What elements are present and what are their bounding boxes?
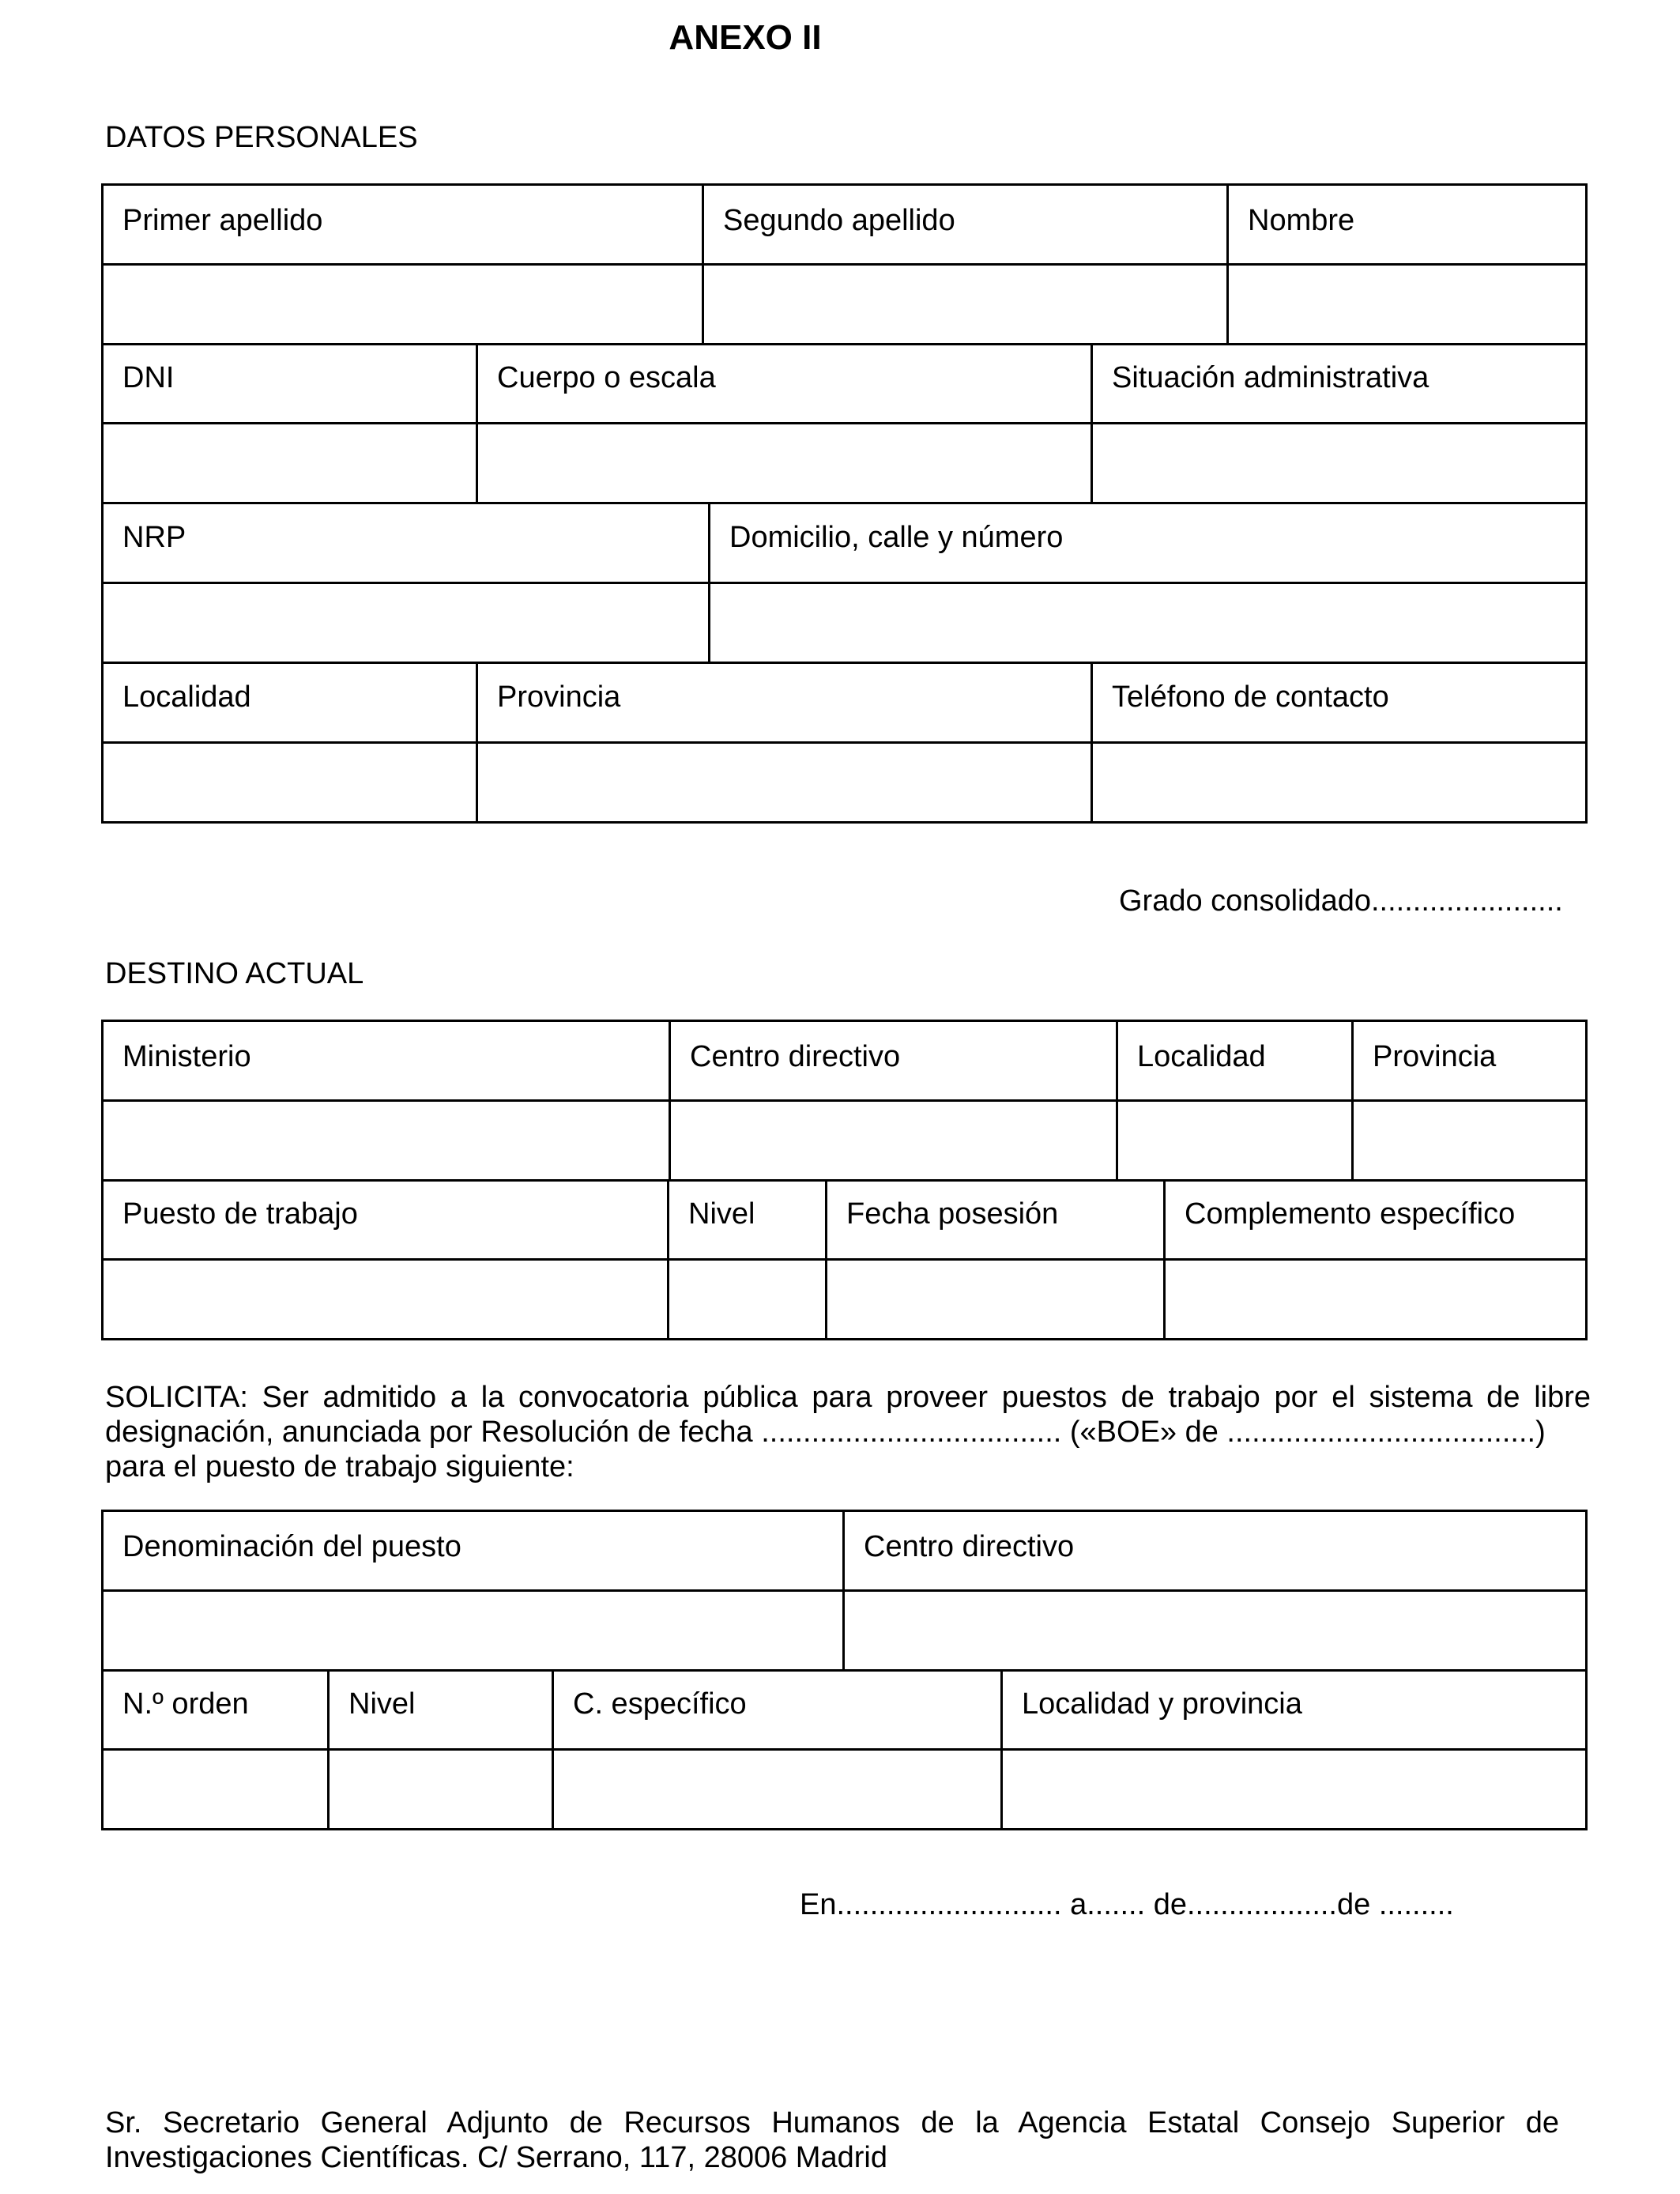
situacion-administrativa-cell [1092,423,1587,503]
nombre-input[interactable] [1229,266,1585,341]
field-label-situacion-administrativa: Situación administrativa [1092,343,1587,423]
solicita-paragraph [105,1380,1591,1484]
destinatario-line-1: Sr. Secretario General Adjunto de Recursos Humanos de la Agencia Estatal Consejo Superior de [105,2106,1559,2139]
field-label-puesto-nivel: Nivel [329,1669,553,1749]
c-especifico-input[interactable] [554,1751,1000,1826]
field-label-c-especifico: C. específico [553,1669,1002,1749]
nrp-cell [103,582,710,662]
segundo-apellido-input[interactable] [704,266,1226,341]
puesto-de-trabajo-input[interactable] [104,1261,667,1336]
field-label-provincia: Provincia [477,662,1092,742]
field-label-destino-provincia: Provincia [1353,1021,1587,1101]
solicita-line-2: designación, anunciada por Resolución de fecha .................................... («BOE» de .....................................) [105,1416,1546,1449]
field-label-puesto-de-trabajo: Puesto de trabajo [103,1179,669,1259]
complemento-especifico-input[interactable] [1166,1261,1585,1336]
cuerpo-o-escala-cell [477,423,1092,503]
field-label-destino-localidad: Localidad [1117,1021,1353,1101]
destinatario-line-2: Investigaciones Científicas. C/ Serrano, 117, 28006 Madrid [105,2141,887,2174]
primer-apellido-input[interactable] [104,266,702,341]
field-label-nombre: Nombre [1228,185,1587,265]
field-label-localidad-y-provincia: Localidad y provincia [1002,1669,1587,1749]
numero-orden-input[interactable] [104,1751,327,1826]
field-label-nrp: NRP [103,503,710,582]
centro-directivo-input[interactable] [671,1102,1116,1177]
puesto-centro-directivo-input[interactable] [845,1592,1585,1667]
fecha-posesion-cell [827,1259,1165,1339]
denominacion-del-puesto-input[interactable] [104,1592,842,1667]
provincia-cell [477,742,1092,822]
puesto-centro-directivo-cell [844,1591,1587,1671]
dni-input[interactable] [104,424,476,499]
localidad-cell [103,742,477,822]
localidad-y-provincia-input[interactable] [1003,1751,1585,1826]
field-label-denominacion-del-puesto: Denominación del puesto [103,1511,844,1591]
destino-localidad-input[interactable] [1118,1102,1351,1177]
ministerio-input[interactable] [104,1102,669,1177]
puesto-nivel-cell [329,1749,553,1829]
field-label-complemento-especifico: Complemento específico [1165,1179,1587,1259]
puesto-solicitado-table-row2 [101,1669,1588,1830]
denominacion-del-puesto-cell [103,1591,844,1671]
ministerio-cell [103,1101,670,1181]
destinatario-address [105,2105,1559,2175]
destino-actual-table-row1 [101,1020,1588,1182]
nombre-cell [1228,265,1587,345]
grado-consolidado: Grado consolidado....................... [1119,884,1563,918]
provincia-input[interactable] [478,744,1090,819]
destino-provincia-cell [1353,1101,1587,1181]
field-label-nivel: Nivel [669,1179,827,1259]
complemento-especifico-cell [1165,1259,1587,1339]
field-label-domicilio: Domicilio, calle y número [710,503,1587,582]
field-label-centro-directivo: Centro directivo [670,1021,1117,1101]
puesto-nivel-input[interactable] [330,1751,552,1826]
datos-personales-table-row2 [101,343,1588,504]
destino-localidad-cell [1117,1101,1353,1181]
nivel-input[interactable] [669,1261,825,1336]
field-label-numero-orden: N.º orden [103,1669,329,1749]
field-label-dni: DNI [103,343,477,423]
puesto-solicitado-table-row1 [101,1510,1588,1672]
telefono-cell [1092,742,1587,822]
datos-personales-table-row1 [101,183,1588,345]
dni-cell [103,423,477,503]
fecha-posesion-input[interactable] [827,1261,1163,1336]
solicita-line-3: para el puesto de trabajo siguiente: [105,1450,574,1483]
datos-personales-table-row4 [101,662,1588,824]
localidad-input[interactable] [104,744,476,819]
destino-provincia-input[interactable] [1354,1102,1585,1177]
field-label-puesto-centro-directivo: Centro directivo [844,1511,1587,1591]
field-label-ministerio: Ministerio [103,1021,670,1101]
field-label-localidad: Localidad [103,662,477,742]
nrp-input[interactable] [104,584,708,659]
section-heading-destino-actual: DESTINO ACTUAL [105,957,364,990]
fecha-lugar-line: En........................... a....... de..................de ......... [800,1888,1454,1921]
destino-actual-table-row2 [101,1179,1588,1340]
puesto-de-trabajo-cell [103,1259,669,1339]
situacion-administrativa-input[interactable] [1093,424,1585,499]
segundo-apellido-cell [703,265,1228,345]
cuerpo-o-escala-input[interactable] [478,424,1090,499]
centro-directivo-cell [670,1101,1117,1181]
c-especifico-cell [553,1749,1002,1829]
field-label-cuerpo-o-escala: Cuerpo o escala [477,343,1092,423]
datos-personales-table-row3 [101,503,1588,664]
field-label-telefono: Teléfono de contacto [1092,662,1587,742]
domicilio-cell [710,582,1587,662]
nivel-cell [669,1259,827,1339]
numero-orden-cell [103,1749,329,1829]
solicita-line-1: SOLICITA: Ser admitido a la convocatoria pública para proveer puestos de trabajo por el sistema de libre [105,1381,1591,1414]
domicilio-input[interactable] [710,584,1585,659]
telefono-input[interactable] [1093,744,1585,819]
field-label-fecha-posesion: Fecha posesión [827,1179,1165,1259]
localidad-y-provincia-cell [1002,1749,1587,1829]
page-title: ANEXO II [669,18,822,57]
field-label-primer-apellido: Primer apellido [103,185,703,265]
section-heading-datos-personales: DATOS PERSONALES [105,121,418,154]
field-label-segundo-apellido: Segundo apellido [703,185,1228,265]
primer-apellido-cell [103,265,703,345]
